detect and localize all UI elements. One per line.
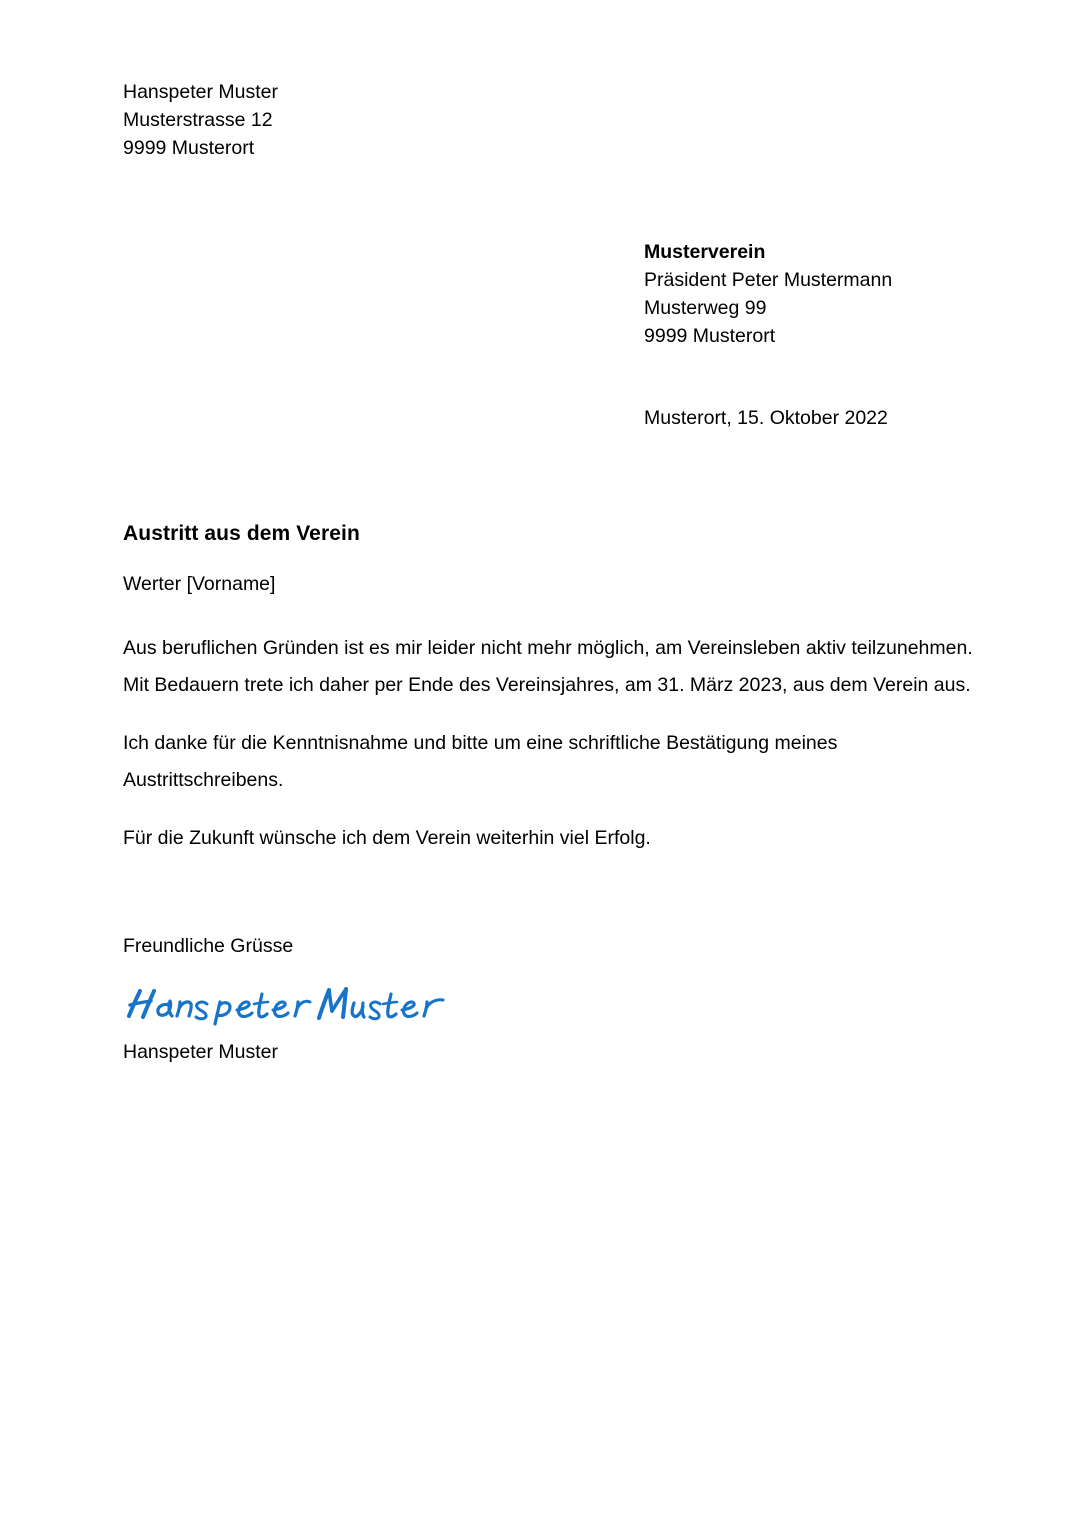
recipient-city: 9999 Musterort bbox=[644, 325, 776, 347]
recipient-organization: Musterverein bbox=[644, 241, 766, 263]
body-paragraph: Für die Zukunft wünsche ich dem Verein weiterhin viel Erfolg. bbox=[123, 827, 651, 849]
signer-typed-name: Hanspeter Muster bbox=[123, 1041, 278, 1063]
body-paragraph: Ich danke für die Kenntnisnahme und bitte um eine schriftliche Bestätigung meines Austrittschreibens. bbox=[123, 732, 838, 791]
salutation: Werter [Vorname] bbox=[123, 573, 276, 595]
sender-name: Hanspeter Muster bbox=[123, 81, 278, 103]
recipient-street: Musterweg 99 bbox=[644, 297, 767, 319]
sender-address-block bbox=[123, 78, 278, 162]
recipient-contact: Präsident Peter Mustermann bbox=[644, 269, 893, 291]
closing-line: Freundliche Grüsse bbox=[123, 935, 294, 957]
subject-heading: Austritt aus dem Verein bbox=[123, 522, 360, 545]
sender-city: 9999 Musterort bbox=[123, 137, 255, 159]
place-and-date: Musterort, 15. Oktober 2022 bbox=[644, 407, 888, 429]
letter-body bbox=[123, 520, 983, 857]
recipient-address-block bbox=[644, 238, 892, 350]
sender-street: Musterstrasse 12 bbox=[123, 109, 273, 131]
body-paragraph: Aus beruflichen Gründen ist es mir leider nicht mehr möglich, am Vereinsleben aktiv teilzunehmen. Mit Bedauern trete ich daher per Ende des Vereinsjahres, am 31. März 2023, aus dem Verein aus. bbox=[123, 637, 973, 696]
handwritten-signature bbox=[123, 986, 393, 1026]
